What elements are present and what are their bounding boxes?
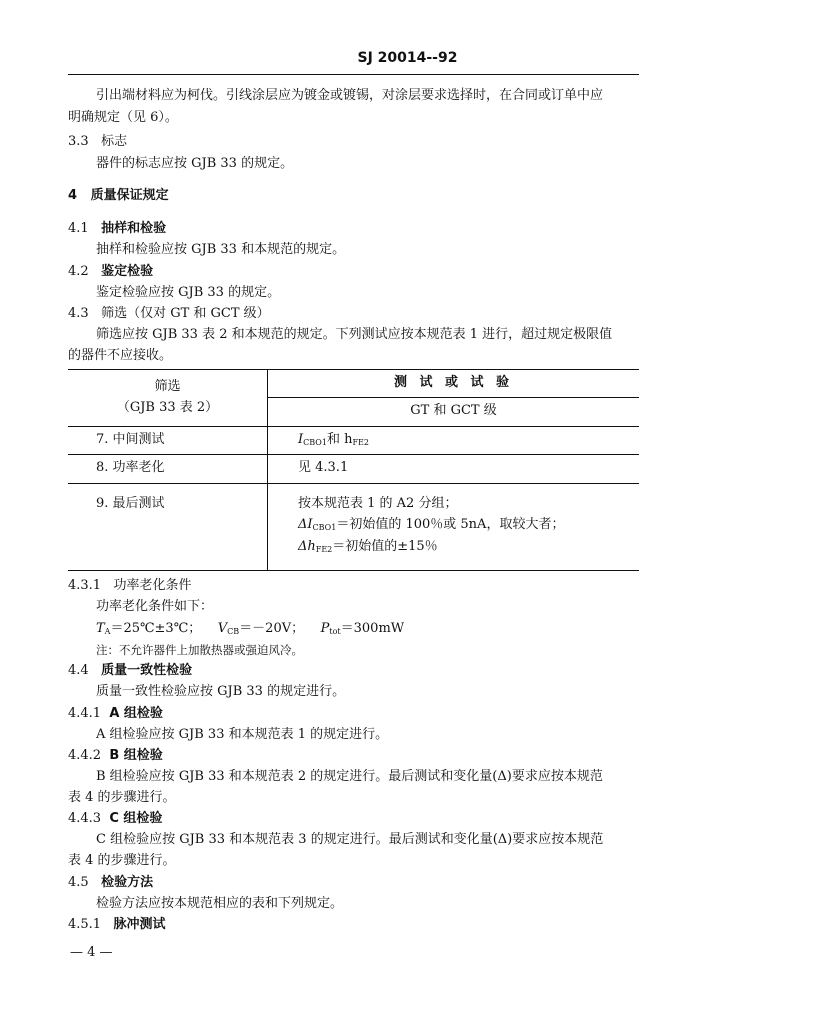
section-4-3-1-heading [68, 577, 192, 595]
symbol-subscript: CBO1 [312, 523, 337, 532]
section-title: 筛选（仅对 GT 和 GCT 级） [101, 306, 270, 321]
section-4-heading [68, 187, 169, 205]
table-cell-test: 见 4.3.1 [298, 460, 349, 475]
section-4-5-heading [68, 874, 153, 892]
section-number: 4.1 [68, 221, 89, 236]
section-4-4-3-text-line-2: 表 4 的步骤进行。 [68, 853, 176, 868]
symbol-subscript: FE2 [315, 545, 333, 554]
section-4-4-1-text: A 组检验应按 GJB 33 和本规范表 1 的规定进行。 [96, 727, 389, 742]
section-number: 4.2 [68, 264, 89, 279]
section-4-3-1-text: 功率老化条件如下： [96, 599, 214, 614]
table-cell-test-line-1: 按本规范表 1 的 A2 分组； [298, 496, 458, 511]
section-title: 检验方法 [101, 875, 154, 890]
section-title: A 组检验 [109, 706, 163, 721]
table-header-test: 测 试 或 试 验 [393, 375, 514, 390]
section-4-3-text-line-1: 筛选应按 GJB 33 表 2 和本规范的规定。下列测试应按本规范表 1 进行，超过规定极限值 [96, 327, 613, 342]
section-title: B 组检验 [109, 748, 163, 763]
symbol-v: V [217, 621, 228, 636]
section-4-4-text: 质量一致性检验应按 GJB 33 的规定进行。 [96, 684, 346, 699]
table-header-screen: 筛选 [154, 379, 181, 394]
table-top-rule [68, 369, 639, 370]
page-number: — 4 — [70, 945, 113, 960]
symbol-connector: 和 h [326, 432, 353, 447]
condition-value: ＝25℃±3℃； [110, 621, 202, 636]
condition-value: ＝300mW [340, 621, 405, 636]
paragraph-lead-line-2: 明确规定（见 6）。 [68, 110, 178, 125]
table-cell-test-line-2 [298, 516, 564, 537]
section-4-3-text-line-2: 的器件不应接收。 [68, 348, 173, 363]
burn-in-note: 注：不允许器件上加散热器或强迫风冷。 [96, 643, 303, 657]
header-rule [68, 74, 639, 75]
section-4-4-1-heading [68, 705, 163, 723]
section-4-4-2-heading [68, 747, 163, 765]
symbol-subscript: CBO1 [303, 438, 327, 447]
symbol-p: P [320, 621, 330, 636]
section-number: 4.4 [68, 663, 89, 678]
section-4-4-3-text-line-1: C 组检验应按 GJB 33 和本规范表 3 的规定进行。最后测试和变化量(Δ)要求应按本规范 [96, 832, 604, 847]
symbol-t: T [96, 621, 105, 636]
symbol-subscript: CB [227, 627, 240, 636]
section-number: 4.3 [68, 306, 89, 321]
table-header-screen-ref: （GJB 33 表 2） [116, 400, 219, 415]
symbol-subscript: tot [329, 627, 341, 636]
burn-in-conditions [96, 620, 404, 641]
symbol-delta-i: ΔI [298, 517, 313, 532]
section-number: 4.3.1 [68, 578, 102, 593]
table-cell-test-line-3 [298, 538, 438, 559]
symbol-i: I [298, 432, 304, 447]
table-cell-screen: 9. 最后测试 [96, 496, 165, 511]
section-4-5-1-heading [68, 916, 166, 934]
section-4-1-heading [68, 220, 166, 238]
section-title: C 组检验 [109, 811, 163, 826]
section-title: 功率老化条件 [113, 578, 192, 593]
section-title: 质量一致性检验 [101, 663, 193, 678]
section-4-2-text: 鉴定检验应按 GJB 33 的规定。 [96, 285, 281, 300]
section-number: 4.4.2 [68, 748, 102, 763]
section-number: 4.4.1 [68, 706, 102, 721]
section-title: 脉冲测试 [113, 917, 166, 932]
section-number: 4.5 [68, 875, 89, 890]
section-number: 4.4.3 [68, 811, 102, 826]
table-row-rule [68, 483, 639, 484]
section-3-3-text: 器件的标志应按 GJB 33 的规定。 [96, 156, 294, 171]
section-title: 鉴定检验 [101, 264, 154, 279]
symbol-subscript: FE2 [352, 438, 369, 447]
section-4-4-2-text-line-1: B 组检验应按 GJB 33 和本规范表 2 的规定进行。最后测试和变化量(Δ)要求应按本规范 [96, 769, 603, 784]
section-number: 4 [68, 188, 78, 203]
criterion-text: ＝初始值的±15％ [332, 539, 438, 554]
section-4-4-heading [68, 662, 192, 680]
table-bottom-rule [68, 570, 639, 571]
section-4-1-text: 抽样和检验应按 GJB 33 和本规范的规定。 [96, 242, 346, 257]
section-4-4-2-text-line-2: 表 4 的步骤进行。 [68, 790, 176, 805]
page-header: SJ 20014--92 [357, 50, 458, 66]
section-number: 3.3 [68, 134, 89, 149]
section-3-3-heading [68, 133, 127, 151]
criterion-text: ＝初始值的 100％或 5nA，取较大者； [336, 517, 565, 532]
table-column-divider [267, 369, 268, 570]
condition-value: ＝－20V； [239, 621, 305, 636]
table-cell-screen: 8. 功率老化 [96, 460, 165, 475]
section-4-3-heading [68, 305, 270, 323]
symbol-subscript: A [104, 627, 111, 636]
section-4-2-heading [68, 263, 153, 281]
section-title: 质量保证规定 [90, 188, 169, 203]
table-header-grade: GT 和 GCT 级 [410, 403, 497, 418]
table-cell-test [298, 431, 369, 452]
table-row-rule [68, 454, 639, 455]
symbol-delta-h: Δh [298, 539, 316, 554]
paragraph-lead-line-1: 引出端材料应为柯伐。引线涂层应为镀金或镀锡，对涂层要求选择时，在合同或订单中应 [96, 88, 604, 103]
section-title: 标志 [101, 134, 128, 149]
table-cell-screen: 7. 中间测试 [96, 432, 165, 447]
section-number: 4.5.1 [68, 917, 102, 932]
section-4-5-text: 检验方法应按本规范相应的表和下列规定。 [96, 896, 344, 911]
section-title: 抽样和检验 [101, 221, 167, 236]
section-4-4-3-heading [68, 810, 162, 828]
table-header-bottom-rule [68, 426, 639, 427]
table-header-inner-rule [268, 397, 639, 398]
